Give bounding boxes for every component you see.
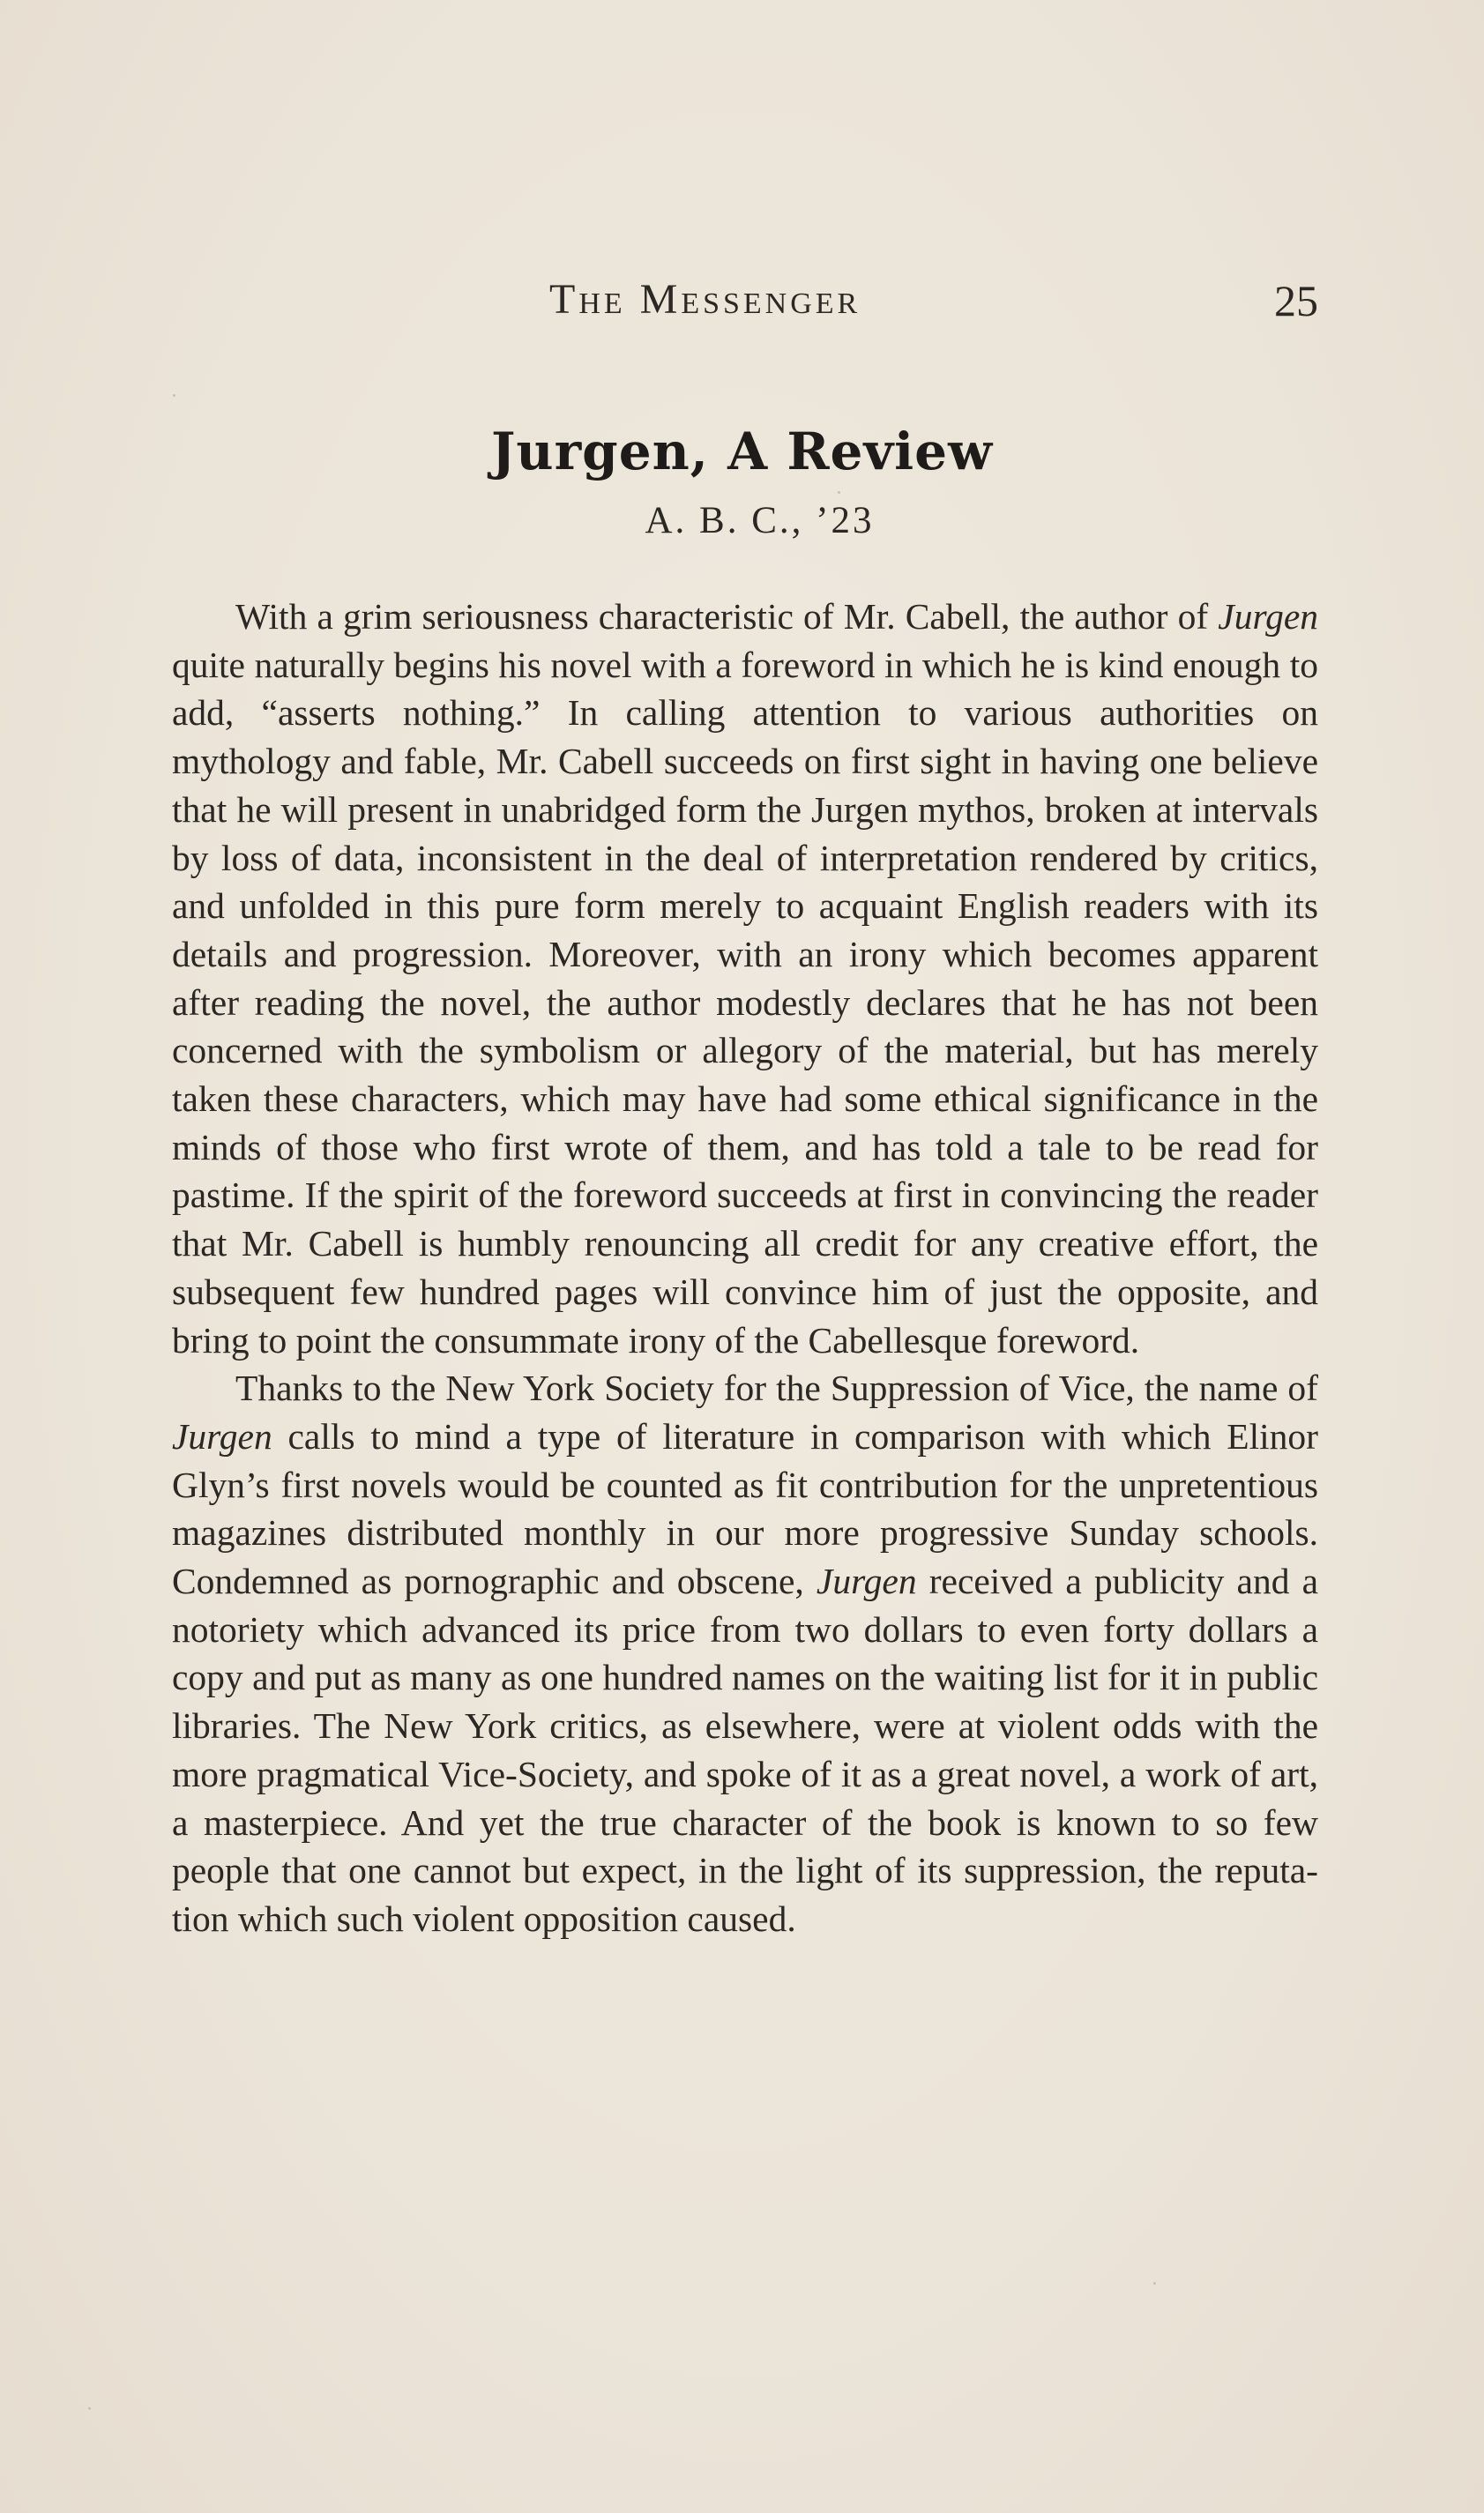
- book-title-italic: Jurgen: [172, 1415, 272, 1457]
- text-run: Thanks to the New York Society for the Suppression of Vice, the name of: [235, 1368, 1318, 1409]
- article-title: Jurgen, A Review: [490, 421, 994, 481]
- text-run: quite naturally begins his novel with a foreword in which he is kind enough to add, “asserts nothing.” In calling attention to various authorities on mythology and fable, Mr. Cabell succeeds on first sight in having one believe that he will present in unabridged form the Jurgen mythos, broken at intervals by loss of data, inconsistent in the deal of interpretation rendered by critics, and unfolded in this pure form merely to acquaint English readers with its details and progression. Moreover, with an irony which becomes apparent after reading the novel, the author modestly declares that he has not been concerned with the symbolism or allegory of the material, but has merely taken these characters, which may have had some ethical significance in the minds of those who first wrote of them, and has told a tale to be read for pastime. If the spirit of the foreword succeeds at first in convincing the reader that Mr. Cabell is humbly renouncing all credit for any creative effort, the subsequent few hundred pages will convince him of just the opposite, and bring to point the consummate irony of the Cabellesque foreword.: [172, 644, 1318, 1361]
- paragraph-2: [172, 1364, 1318, 1943]
- article-body: [172, 593, 1318, 1943]
- book-title-italic: Jurgen: [1218, 596, 1318, 637]
- text-run: With a grim seriousness characteristic of Mr. Cabell, the author of: [235, 596, 1219, 637]
- paper-speck: [88, 2407, 91, 2410]
- byline: A. B. C., ’23: [645, 500, 875, 541]
- paper-speck: [1153, 2282, 1156, 2285]
- paragraph-1: [172, 593, 1318, 1364]
- running-title: The Messenger: [549, 276, 861, 323]
- paper-speck: [838, 491, 840, 494]
- running-head: [172, 275, 1318, 337]
- page-number: 25: [1274, 276, 1318, 325]
- book-title-italic: Jurgen: [816, 1561, 917, 1602]
- text-run: received a publicity and a notoriety which advanced its price from two dollars to even forty dollars a copy and put as many as one hundred names on the waiting list for it in public libraries. The New York critics, as elsewhere, were at violent odds with the more pragmatical Vice-Society, and spoke of it as a great novel, a work of art, a masterpiece. And yet the true character of the book is known to so few people that one cannot but expect, in the light of its suppression, the reputation which such violent opposition caused.: [172, 1561, 1318, 1939]
- paper-speck: [173, 394, 175, 397]
- text-run: calls to mind a type of literature in comparison with which Elinor Glyn’s first novels would be counted as fit contribution for the unpretentious magazines distributed monthly in our more progressive Sunday schools. Condemned as pornographic and obscene,: [172, 1415, 1318, 1602]
